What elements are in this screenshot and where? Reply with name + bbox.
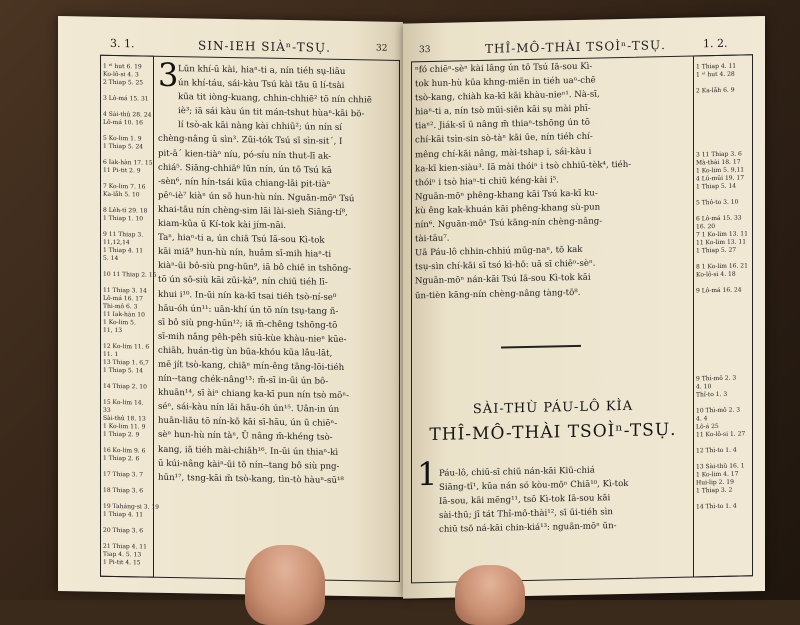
left-margin-ref: 2 Thiap 5. 25 [103, 78, 144, 87]
right-text-line: Iā-sou, kāi mēng¹¹, tsō Kì-tok Iā-sou kāi [439, 493, 611, 508]
right-text-line: tiaⁿ². Jiák-sī ū nâng m̄ thiaⁿ-tshōng ún tō [415, 118, 590, 132]
left-text-line: iè³; iā sái kàu ún tit mán-tshut hùaⁿ-kāi bö- [178, 106, 365, 120]
left-margin-ref: 3 Lô-má 15. 31 [103, 94, 149, 103]
left-page [58, 16, 403, 597]
left-margin-ref: 1 Ko-lim 11. 9 [103, 422, 146, 431]
left-text-line: hāu-óh ún¹¹: uān-khí ún tō nín tsụ-tang ñ- [158, 303, 339, 317]
right-margin-ref: 10 Thì-mô 2. 3 [696, 406, 741, 415]
right-margin-ref: 9 Thì-mô 2. 3 [696, 374, 737, 383]
right-margin-ref: 1 ᵉˡ hut 4. 28 [696, 70, 735, 79]
right-text-line: ka-kī kien-siàu³. Iā mài thóiⁿ i tsò chhiū-tèk⁴, tiéh- [415, 159, 632, 174]
right-margin-ref: 8 1 Ko-lim 16. 21 [696, 262, 748, 271]
right-text-line: chí-kāi tsìn-sin sò-tàⁿ kāi ūe, nín tiéh chí- [415, 132, 593, 146]
left-text-line: sèⁿ hun-hù nín tàⁿ, Ū nâng m̄-khéng tsò- [158, 430, 333, 444]
left-margin-ref: 33 [103, 406, 111, 414]
right-margin-ref: 7 1 Ko-lim 13. 11 [696, 230, 748, 239]
left-margin-ref: 11. 1 [103, 350, 119, 359]
left-margin-ref: Ka-låh 5. 10 [103, 190, 140, 199]
right-margin-references [696, 62, 750, 511]
left-margin-ref: 1 Thiap 2. 9 [103, 430, 140, 439]
left-margin-ref: 16 Ko-lim 9. 6 [103, 446, 146, 455]
book-title-line-2: THÎ-MÔ-THÀI TSOÌⁿ-TSỤ. [429, 419, 677, 446]
left-margin-ref: 7 Ko-lim 7. 16 [103, 182, 146, 191]
right-margin-ref: Thî-to 1. 3 [696, 390, 728, 399]
right-margin-ref: 4. 10 [696, 383, 712, 391]
left-text-line: kiàⁿ-ūi bô-siù png-hūn⁹, iā bô chiē in tshōng- [158, 261, 352, 275]
left-margin-ref: 1 Thiap 5. 24 [103, 142, 144, 151]
left-margin-ref: Ko-lô-si 4. 3 [103, 70, 139, 79]
right-margin-ref: Hui-lip 2. 19 [696, 478, 734, 487]
right-margin-ref: 16. 20 [696, 223, 716, 231]
left-text-line: chiāh, huán-tìg ùn būa-khóu kūa lâu-lāt, [158, 345, 333, 359]
left-text-line: kang, iā tiéh mài-chiāh¹⁶. In-ūi ún thiaⁿ-kì [158, 444, 339, 458]
right-text-line: nín⁶. Nguān-mōⁿ Tsú kāng-nín chèng-nâng- [415, 216, 603, 231]
right-margin-ref: 1 Thiap 4. 11 [696, 62, 737, 71]
right-margin-ref: 2 Ka-låh 6. 9 [696, 86, 735, 95]
left-margin-ref: 10 11 Thiap 2. 15 [103, 270, 157, 279]
left-margin-ref: 5. 14 [103, 254, 119, 263]
left-text-line: chiá⁵. Siāng-chhiā⁶ lūn nín, ún tō Tsú kā [158, 162, 332, 176]
left-margin-ref: 8 Lêh-tì 29. 18 [103, 206, 148, 215]
left-margin-ref: 1 Pi-tit 4. 15 [103, 558, 141, 567]
left-margin-references [103, 62, 160, 568]
left-margin-ref: Sài-thû 18. 13 [103, 414, 146, 423]
right-margin-ref: 9 Lô-má 16. 24 [696, 286, 742, 295]
right-text-line: mêng chí-kāi nâng, mài-tshap i, sái-kàu i [415, 146, 592, 160]
right-thumb [455, 565, 525, 625]
right-body-text-top [415, 58, 691, 303]
left-text-line: nín--tang chék-nâng¹³: m̄-sī in-ūi ún bô- [158, 373, 329, 387]
left-margin-ref: 19 Taháng-si 3. 19 [103, 502, 160, 511]
left-text-line: pēⁿ-iè⁷ kiàⁿ ún sō hun-hù nín. Nguān-mōⁿ Tsú [158, 190, 355, 205]
left-margin-ref: 1 Thiap 4. 11 [103, 246, 144, 255]
right-text-line: ⁿfó chiēⁿ-sèⁿ kài lâng ún tō Tsú Iā-sou Kì- [415, 61, 593, 76]
right-margin-ref: 1 Ko-lim 4. 17 [696, 470, 739, 479]
left-margin-ref: Lô-má 16. 17 [103, 294, 143, 303]
left-header-title: SIN-IEH SIÀⁿ-TSỤ. [198, 38, 331, 55]
left-margin-ref: 17 Thiap 3. 7 [103, 470, 144, 479]
left-margin-ref: 9 11 Thiap 3. [103, 230, 144, 239]
left-margin-ref: 11,12,14 [103, 238, 130, 247]
left-text-line: khui i¹⁰. In-ūi nín ka-kī tsai tiéh tsò-ní-se⁰ [158, 289, 337, 303]
left-text-line: kiam-kûa ū Kí-tok kài jím-nāi. [158, 218, 287, 232]
right-text-line: tsụ-sìn chí-kāi sī tsó kì-hō: uā sī chiēⁿ-sèⁿ. [415, 258, 596, 273]
right-margin-ref: 1 Thiap 5. 14 [696, 182, 737, 191]
left-text-line: lí tsò-ak kāi nàng kài chhiū²; ún nín sí [178, 120, 343, 134]
left-margin-ref: Lô-má 10. 16 [103, 118, 143, 127]
left-header-section: 3. 1. [110, 36, 135, 51]
right-text-line: Uā Páu-lô chhin-chhiú mūg-naⁿ, tō kak [415, 245, 583, 259]
right-text-line: Nguān-mōⁿ phêng-khang kāi Tsú ka-kī ku- [415, 188, 598, 203]
left-text-line: hūn¹⁷, tsng-kāi m̄ tsò-kang, tìn-tò hàuⁿ-sū¹⁸ [158, 472, 344, 486]
right-text-line: hiaⁿ-ti a, nín tsò mūi-siēn kāi sụ mài phī- [415, 103, 591, 118]
right-text-line: tsò-kang, chiàh ka-kī kāi khàu-nieⁿ¹. Nà-sī, [415, 89, 600, 104]
right-text-line: thóiⁿ i tsò hiaⁿ-ti chiū kéng-kài i⁵. [415, 175, 559, 189]
right-text-line: tài-tāu⁷. [415, 233, 450, 245]
right-margin-ref: Lô-á 25 [696, 422, 719, 431]
left-margin-ref: 11 Iak-hàn 10 [103, 310, 145, 319]
right-text-line: Nguān-mōⁿ nán-kāi Tsú Iā-sou Kì-tok kāi [415, 273, 591, 287]
right-margin-ref: 11 Ko-lim 13. 11 [696, 238, 747, 247]
right-margin-ref: 12 Thì-to 1. 4 [696, 446, 737, 455]
left-text-line: Taⁿ, hiaⁿ-ti a, ún chiā Tsú Iā-sou Kì-tok [158, 232, 325, 246]
right-margin-ref: 1 Ko-lim 5. 9,11 [696, 166, 745, 175]
left-text-line: kāi miā⁹ hun-hù nín, huâm sī-mih hiaⁿ-ti [158, 246, 332, 260]
left-text-line: mē jít tsò-kang, chiāⁿ mín-êng tāng-lōi-tiéh [158, 359, 345, 373]
right-margin-ref: Mà-thài 18. 17 [696, 158, 741, 167]
left-margin-ref: 1 Thiap 1. 10 [103, 214, 144, 223]
left-margin-ref: 11 Pi-tit 2. 9 [103, 166, 141, 175]
left-text-line: tō ún sō-siù kāi zūi-kà⁹, nín chiū tiéh lī- [158, 275, 328, 289]
left-body-text [158, 55, 396, 489]
left-chapter-number: 3 [158, 55, 179, 95]
right-margin-ref: 6 Lô-má 15. 33 [696, 214, 742, 223]
right-text-line: ūn-tièn kāng-nín chèng-nâng tàng-tō⁸. [415, 287, 581, 301]
left-text-line: huān-liāu tō nín-kō kāi sī-hāu, ún ū chiēⁿ- [158, 416, 338, 430]
left-margin-ref: 5 Ko-lim 1. 9 [103, 134, 142, 143]
left-text-line: sī-mih nâng pêh-pêh siū-kùe khàu-nieⁿ kūe- [158, 331, 347, 345]
right-margin-ref: 4. 4 [696, 415, 708, 423]
right-page [403, 16, 765, 599]
left-text-line: pit-ā´ kien-tiàⁿ níu, pó-síu nín thut-lī ak- [158, 148, 332, 162]
left-margin-ref: 1 Thiap 2. 6 [103, 454, 140, 463]
left-margin-ref: 4 Sài-thû 28. 24 [103, 110, 152, 119]
left-margin-ref: 1 ᵉˡ hut 6. 19 [103, 62, 142, 71]
right-text-line: sài-thū; jī tát Thî-mô-thài¹², sī ūi-tiéh sìn [439, 507, 613, 522]
left-margin-ref: 12 Ko-lim 11. 6 [103, 342, 150, 351]
left-margin-ref: Thi-mô 6. 3 [103, 302, 138, 311]
open-book [58, 6, 758, 596]
left-text-line: chèng-nâng ū sìn³. Zūi-tók Tsú sī sìn-sit´, I [158, 134, 343, 148]
book-title-line-1: SÀI-THÙ PÁU-LÔ KÌA [472, 398, 634, 418]
left-margin-ref: 14 Thiap 2. 10 [103, 382, 147, 391]
left-text-line: Lūn khí-ū kài, hiaⁿ-ti a, nín tiéh sụ-liāu [178, 64, 346, 78]
right-margin-ref: 1 Thiap 3. 2 [696, 486, 733, 495]
left-margin-ref: 1 Thiap 5. 14 [103, 366, 144, 375]
right-chapter-number: 1 [417, 454, 438, 494]
left-margin-ref: 11, 13 [103, 326, 123, 335]
right-header-section: 1. 2. [703, 36, 728, 51]
right-text-line: tok hun-hù kūa khng-miēn in tiéh uaⁿ-chē [415, 75, 596, 90]
left-header-page-number: 32 [376, 43, 388, 54]
left-margin-ref: 20 Thiap 3. 6 [103, 526, 144, 535]
left-margin-ref: 11 Thiap 3. 14 [103, 286, 147, 295]
left-margin-ref: 6 Iak-hàn 17. 15 [103, 158, 153, 167]
right-header-page-number: 33 [419, 45, 431, 56]
left-text-line: sī bô siù png-hūn¹²; iā m̄-chêng tshōng-tō [158, 317, 338, 331]
left-margin-ref: 1 Ko-lim 5. [103, 318, 136, 327]
left-margin-ref: 1 Thiap 4. 11 [103, 510, 144, 519]
left-text-line: khuān¹⁴, sī àiⁿ chiang ka-kī pun nín tsò mōⁿ- [158, 387, 349, 402]
right-text-line: Siāng-tī¹, kūa nán só kòu-mōⁿ Chiā¹⁰, Kì-tok [439, 478, 629, 493]
left-margin-ref: Tiap 4. 5. 13 [103, 550, 142, 559]
left-text-line: ún khí-táu, sái-kàu Tsú kài tāu ū lí-tsài [178, 78, 345, 92]
left-text-line: ū kúi-nâng kàiⁿ-ūi tō nín--tang bô siù png- [158, 458, 340, 472]
right-margin-ref: 13 Sài-thû 16. 1 [696, 462, 745, 471]
right-margin-ref: 11 Ko-lô-si 1. 27 [696, 430, 746, 439]
right-margin-ref: 14 Thì-to 1. 4 [696, 502, 737, 511]
left-margin-ref: 21 Thiap 4. 11 [103, 542, 147, 551]
right-text-line: kù êng kak-khuán kāi phêng-khang sù-pun [415, 202, 601, 217]
right-margin-ref: 4 Lū-mūi 19. 17 [696, 174, 745, 183]
right-text-line: chiū tsō ná-kāi chin-kiá¹³: nguān-mōⁿ ūn- [439, 521, 617, 536]
right-margin-ref: 5 Thô-to 3. 10 [696, 198, 739, 207]
left-text-line: -sèn⁶, nín hín-tsái kūa chiang-lāi pit-tiàⁿ [158, 176, 331, 190]
left-margin-ref: 15 Ko-lim 14. [103, 398, 144, 407]
right-body-text-bottom [439, 462, 691, 538]
right-header-title: THÎ-MÔ-THÀI TSOÌⁿ-TSỤ. [485, 38, 666, 56]
left-text-line: séⁿ, sái-kàu nín lāi hāu-óh ún¹⁵. Uân-in ún [158, 401, 340, 416]
right-margin-ref: 3 11 Thiap 3. 6 [696, 150, 742, 159]
right-margin-ref: 1 Thiap 5. 27 [696, 246, 737, 255]
left-text-line: kūa tit iòng-kuang, chhin-chhiē² tō nín chhiē [178, 92, 372, 106]
left-thumb [245, 545, 325, 625]
right-text-line: Páu-lô, chiū-sī chiū nán-kāi Kiū-chiá [439, 465, 595, 479]
left-margin-ref: 18 Thiap 3. 6 [103, 486, 144, 495]
left-text-line: khai-tāu nín chèng-sim lāi lài-sieh Siāng-tí⁸, [158, 204, 348, 218]
right-margin-ref: Ko-lô-si 4. 18 [696, 270, 736, 279]
left-margin-ref: 13 Thiap 1. 6,7 [103, 358, 149, 367]
